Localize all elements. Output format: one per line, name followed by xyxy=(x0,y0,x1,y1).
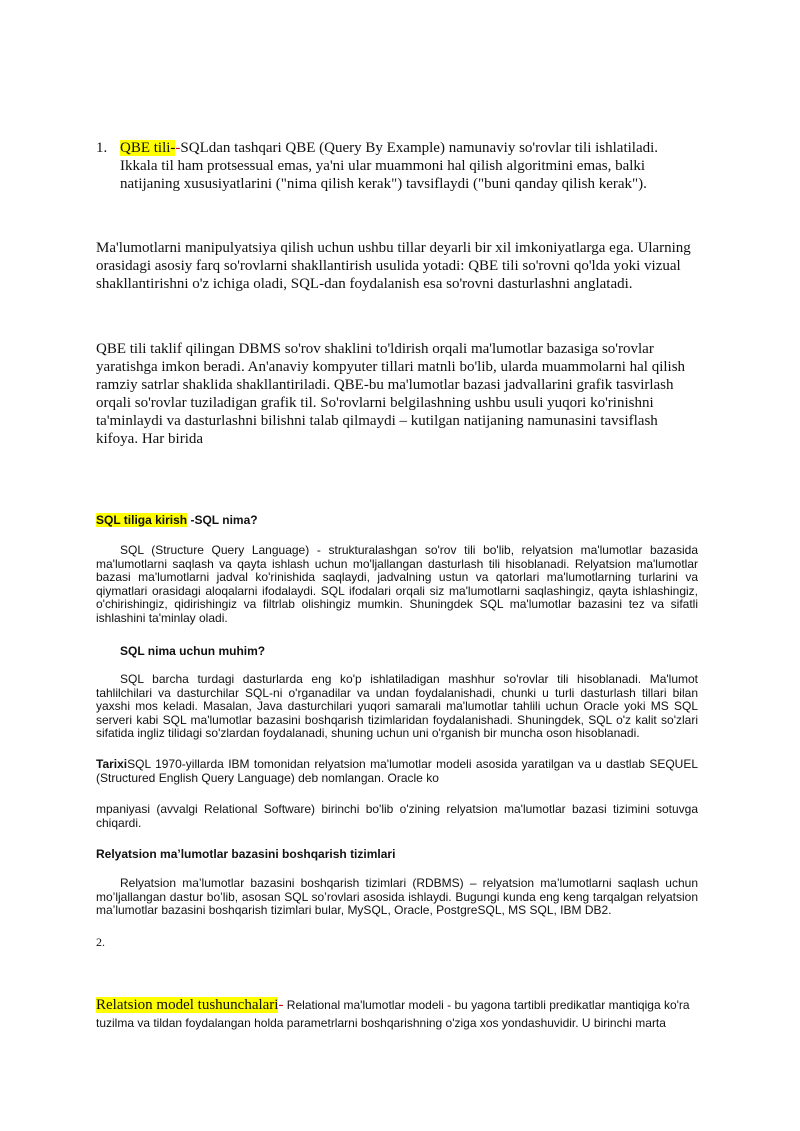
heading-sql-intro xyxy=(96,513,698,527)
history-label: Tarixi xyxy=(96,757,128,771)
list-number: 1. xyxy=(96,140,108,156)
paragraph-relational-model xyxy=(96,996,698,1032)
list-item-text xyxy=(120,139,698,193)
list-item-2 xyxy=(96,935,698,950)
highlighted-heading-sql: SQL tiliga kirish xyxy=(96,513,188,527)
paragraph-manipulation: Ma'lumotlarni manipulyatsiya qilish uchun ushbu tillar deyarli bir xil imkoniyatlarga ega. Ularning orasidagi asosiy farq so'rovlarni shakllantirish usulida yotadi: QBE tili so'rovni qo'lda yoki vizual shakllantirishni o'z ichiga oladi, SQL-dan foydalanish esa so'rovni dasturlashni anglatadi. xyxy=(96,240,691,292)
list-item-1 xyxy=(96,139,698,193)
heading-sql-rest: -SQL nima? xyxy=(187,513,258,527)
item1-line1-text: SQLdan tashqari QBE (Query By Example) namunaviy so'rovlar tili ishlatiladi. Ikkala xyxy=(120,140,659,174)
paragraph-company: mpaniyasi (avvalgi Relational Software) birinchi bo'lib o'zining relyatsion ma'lumotlar bazasi tizimini sotuvga chiqardi. xyxy=(96,802,698,830)
heading-rdbms: Relyatsion ma’lumotlar bazasini boshqarish tizimlari xyxy=(96,847,396,861)
red-dash: - xyxy=(278,997,284,1013)
item1-text-rest: til ham protsessual emas, ya'ni ular muammoni hal qilish algoritmini emas, balki natijaning xususiyatlarini ("nima qilish kerak") tavsiflaydi ("buni qanday qilish kerak"). xyxy=(120,158,647,192)
paragraph-rdbms: Relyatsion ma’lumotlar bazasini boshqarish tizimlari (RDBMS) – relyatsion ma’lumotlarni saqlash uchun mo’ljallangan dastur bo’lib, asosan SQL so’rovlari asosida ishlaydi. Bugungi kunda eng keng tarqalgan relyatsion ma’lumotlar bazasini boshqarish tizimlari bular, MySQL, Oracle, PostgreSQL, MS SQL, IBM DB2. xyxy=(96,876,698,917)
heading-sql-why: SQL nima uchun muhim? xyxy=(120,644,266,658)
relational-text: Relational ma'lumotlar modeli - bu yagona tartibli predikatlar mantiqiga ko'ra tuzilma va tildan foydalangan holda parametrlarni boshqarishning o'ziga xos yondashuvidir. U birinchi marta xyxy=(96,998,690,1030)
paragraph-sql-definition: SQL (Structure Query Language) - strukturalashgan so'rov tili bo'lib, relyatsion ma'lumotlar bazasida ma'lumotlarni saqlash va qayta ishlash uchun mo'ljallangan dasturlash tili hisoblanadi. Relyatsion ma'lumotlar bazasi ma'lumotlarni jadval ko'rinishida saqlaydi, jadvalning ustun va qatorlari ma'lumotlarning turlarini va qiymatlari orasidagi aloqalarni ifodalaydi. SQL ifodalari orqali siz ma'lumotlarni saqlashingiz, qayta ishlashingiz, o'chirishingiz, qidirishingiz va filtrlab olishingiz mumkin. Shuningdek SQL ma'lumotlar bazasini tez va sifatli ishlashini ta'minlay oladi. xyxy=(96,543,698,625)
paragraph-history xyxy=(96,758,698,785)
highlighted-term-relational: Relatsion model tushunchalari xyxy=(96,997,279,1013)
red-dash: - xyxy=(175,140,181,156)
highlighted-term-qbe: QBE tili- xyxy=(120,140,176,156)
paragraph-qbe: QBE tili taklif qilingan DBMS so'rov shaklini to'ldirish orqali ma'lumotlar bazasiga so'rovlar yaratishga imkon beradi. An'anaviy kompyuter tillari matnli bo'lib, ularda muammolarni hal qilish ramziy satrlar shaklida shakllantiriladi. QBE-bu ma'lumotlar bazasi jadvallarini grafik tasvirlash orqali so'rovlar tuziladigan grafik til. So'rovlarni belgilashning ushbu usuli yuqori ko'rinishni ta'minlaydi va dasturlashni bilishni talab qilmaydi – kutilgan natijaning namunasini tavsiflash kifoya. Har birida xyxy=(96,341,686,447)
history-text: SQL 1970-yillarda IBM tomonidan relyatsion ma'lumotlar modeli asosida yaratilgan va u dastlab SEQUEL (Structured English Query Language) deb nomlangan. Oracle ko xyxy=(96,757,698,785)
list-number: 2. xyxy=(96,935,105,949)
paragraph-sql-importance: SQL barcha turdagi dasturlarda eng ko'p ishlatiladigan mashhur so'rovlar tili hisoblanadi. Ma'lumot tahlilchilari va dasturchilar SQL-ni o'rganadilar va undan foydalanishadi, chunki u turli dasturlash tillari bilan yaxshi mos keladi. Masalan, Java dasturchilari yuqori samarali ma'lumotlar tahlili uchun Oracle yoki MS SQL serveri kabi SQL ma'lumotlar bazasini boshqarish tizimlaridan foydalanishadi. Shuningdek, SQL o'z kalit so'zlari sifatida ingliz tilidagi so'zlardan foydalanadi, shuning uchun uni o'rganish bir muncha oson hisoblanadi. xyxy=(96,672,698,740)
